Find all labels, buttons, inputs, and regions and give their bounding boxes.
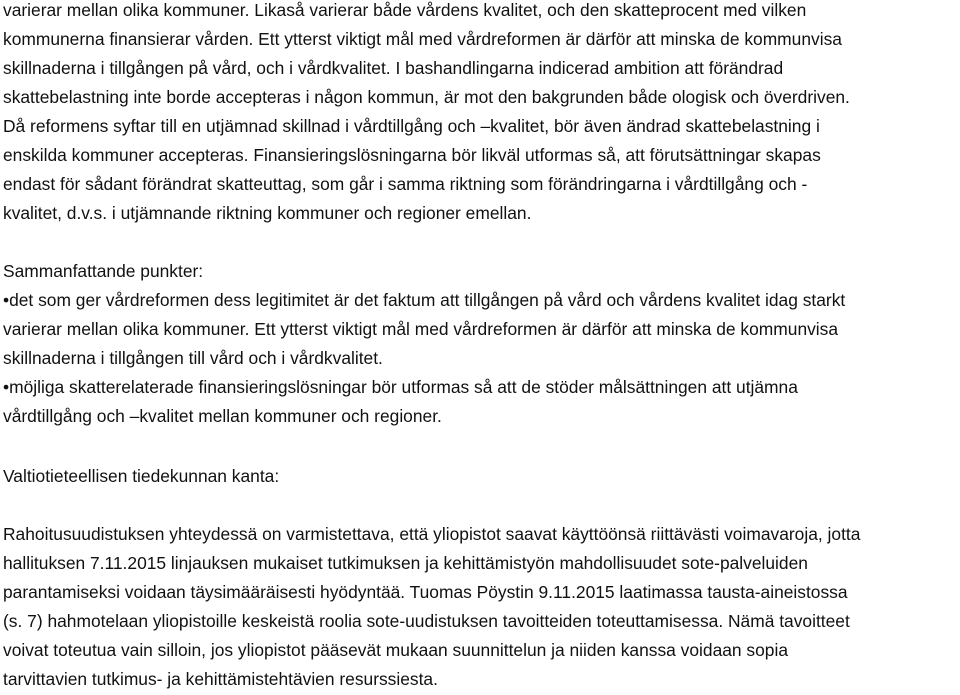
bullet-line: •möjliga skatterelaterade finansieringslösningar bör utformas så att de stöder målsättningen att utjämna	[3, 377, 798, 397]
paragraph-line: varierar mellan olika kommuner. Likaså varierar både vårdens kvalitet, och den skatteprocent med vilken	[3, 0, 807, 20]
paragraph-line: Då reformens syftar till en utjämnad skillnad i vårdtillgång och –kvalitet, bör även ändrad skattebelastning i	[3, 116, 820, 136]
finnish-paragraph-line: parantamiseksi voidaan täysimääräisesti hyödyntää. Tuomas Pöystin 9.11.2015 laatimassa tausta-aineistossa	[3, 582, 848, 602]
paragraph-line: kvalitet, d.v.s. i utjämnande riktning kommuner och regioner emellan.	[3, 203, 532, 223]
finnish-paragraph-line: Rahoitusuudistuksen yhteydessä on varmistettava, että yliopistot saavat käyttöönsä riittävästi voimavaroja, jotta	[3, 524, 861, 544]
bullet-line: varierar mellan olika kommuner. Ett ytterst viktigt mål med vårdreformen är därför att minska de kommunvisa	[3, 319, 839, 339]
finnish-paragraph-line: voivat toteutua vain silloin, jos yliopistot pääsevät mukaan suunnittelun ja niiden kanssa voidaan sopia	[3, 640, 788, 660]
paragraph-line: skattebelastning inte borde accepteras i någon kommun, är mot den bakgrunden både ologisk och överdriven.	[3, 87, 850, 107]
summary-heading: Sammanfattande punkter:	[3, 261, 204, 281]
bullet-line: skillnaderna i tillgången till vård och i vårdkvalitet.	[3, 348, 383, 368]
bullet-line: •det som ger vårdreformen dess legitimitet är det faktum att tillgången på vård och vårdens kvalitet idag starkt	[3, 290, 846, 310]
paragraph-line: skillnaderna i tillgången på vård, och i vårdkvalitet. I bashandlingarna indicerad ambition att förändrad	[3, 58, 784, 78]
paragraph-line: endast för sådant förändrat skatteuttag, som går i samma riktning som förändringarna i vårdtillgång och -	[3, 174, 808, 194]
paragraph-line: enskilda kommuner accepteras. Finansieringslösningarna bör likväl utformas så, att förutsättningar skapas	[3, 145, 821, 165]
finnish-paragraph-line: hallituksen 7.11.2015 linjauksen mukaiset tutkimuksen ja kehittämistyön mahdollisuudet sote-palveluiden	[3, 553, 808, 573]
finnish-heading: Valtiotieteellisen tiedekunnan kanta:	[3, 466, 280, 486]
paragraph-line: kommunerna finansierar vården. Ett ytterst viktigt mål med vårdreformen är därför att minska de kommunvisa	[3, 29, 842, 49]
bullet-line: vårdtillgång och –kvalitet mellan kommuner och regioner.	[3, 406, 442, 426]
finnish-paragraph-line: tarvittavien tutkimus- ja kehittämistehtävien resurssiesta.	[3, 669, 438, 689]
finnish-paragraph-line: (s. 7) hahmotelaan yliopistoille keskeistä roolia sote-uudistuksen tavoitteiden toteuttamisessa. Nämä tavoitteet	[3, 611, 850, 631]
